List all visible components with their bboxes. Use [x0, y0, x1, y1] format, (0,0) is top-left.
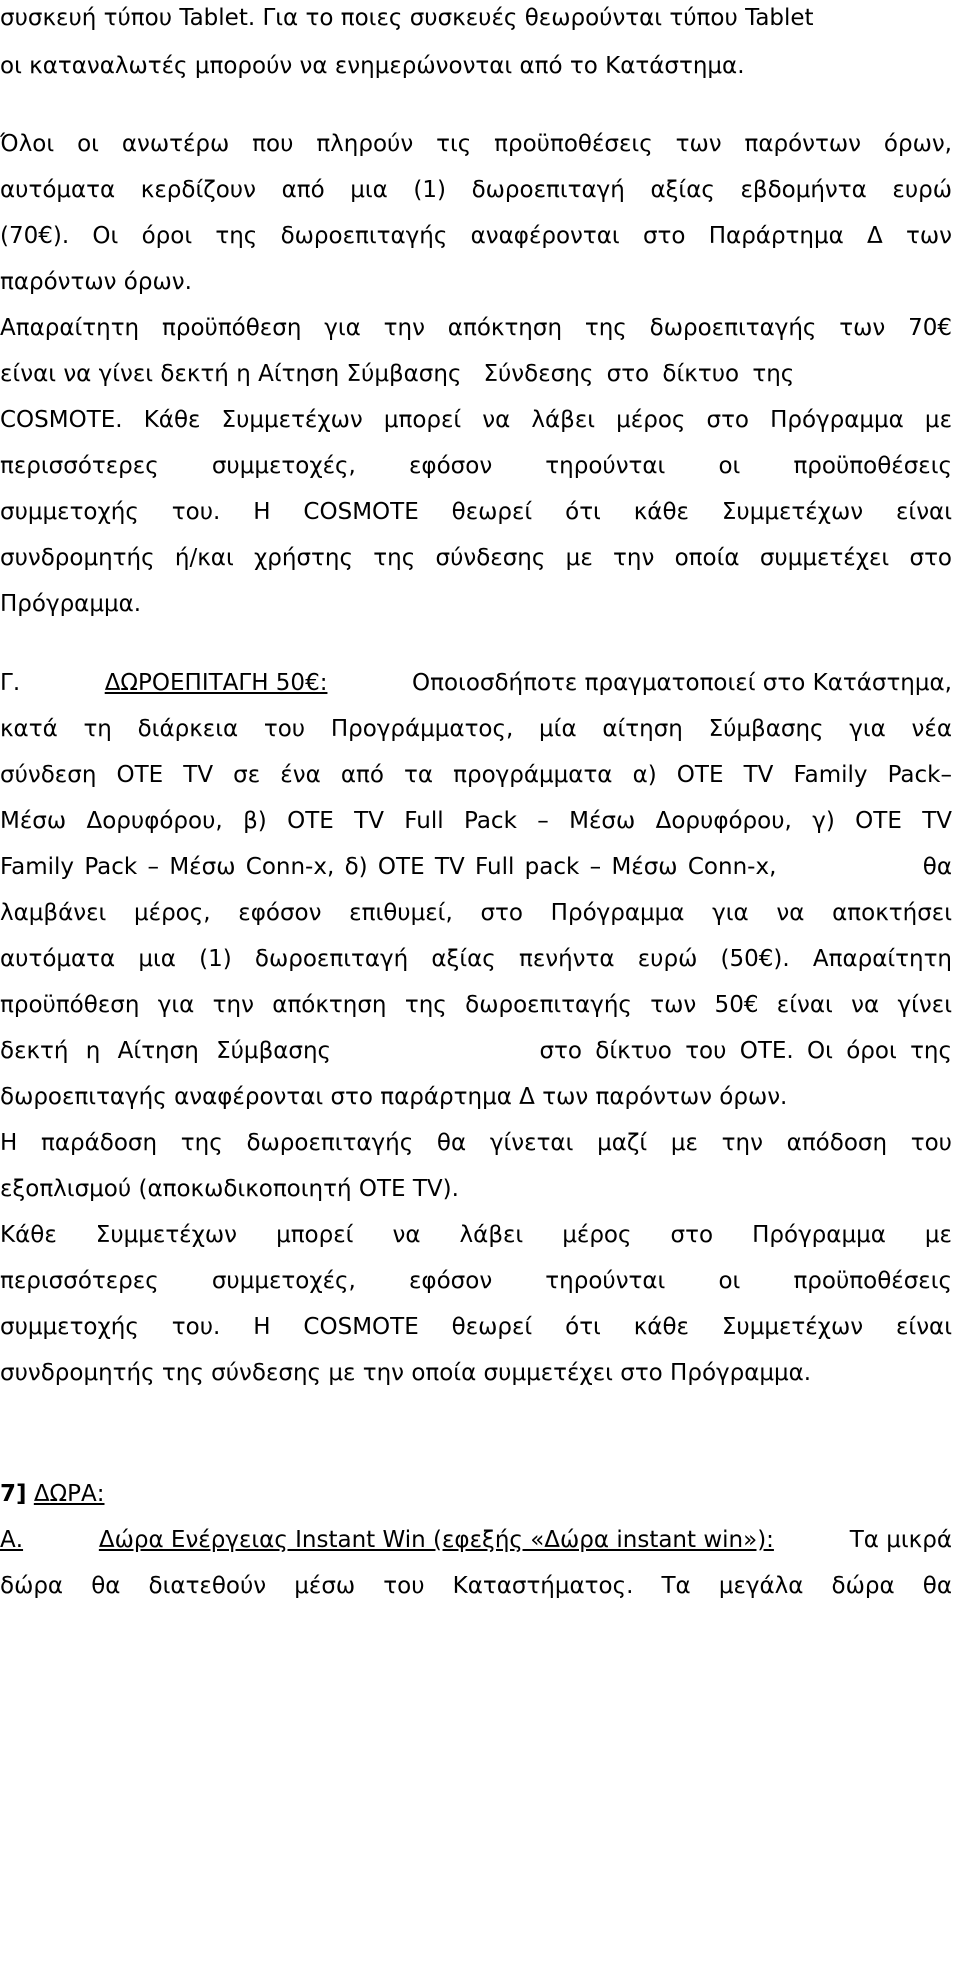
section-g-line-10: Η παράδοση της δωροεπιταγής θα γίνεται μαζί με την απόδοση του: [0, 1130, 952, 1156]
section-7-sub-heading: Δώρα Ενέργειας Instant Win (εφεξής «Δώρα instant win»):: [98, 1527, 774, 1553]
para-a-line-8: περισσότερες συμμετοχές, εφόσον τηρούνται οι προϋποθέσεις: [0, 453, 952, 479]
section-g-line-3: Μέσω Δορυφόρου, β) OTE TV Full Pack – Μέσω Δορυφόρου, γ) OTE TV: [0, 808, 952, 834]
section-g-label: Γ.: [0, 670, 21, 696]
para-a-line-1: Όλοι οι ανωτέρω που πληρούν τις προϋποθέσεις των παρόντων όρων,: [0, 131, 952, 157]
section-7-title: ΔΩΡΑ:: [33, 1481, 105, 1507]
section-g-line-7: προϋπόθεση για την απόκτηση της δωροεπιταγής των 50€ είναι να γίνει: [0, 992, 952, 1018]
para-a-line-4: παρόντων όρων.: [0, 269, 192, 295]
section-g-line-8-part-1: δεκτή η Αίτηση Σύμβασης: [0, 1038, 332, 1064]
section-g-line-2: σύνδεση OTE TV σε ένα από τα προγράμματα α) OTE TV Family Pack–: [0, 762, 952, 788]
para-a-line-10: συνδρομητής ή/και χρήστης της σύνδεσης με την οποία συμμετέχει στο: [0, 545, 952, 571]
section-g-line-12: Κάθε Συμμετέχων μπορεί να λάβει μέρος στο Πρόγραμμα με: [0, 1222, 952, 1248]
section-g-line-4: [0, 851, 952, 883]
para-a-line-6-part-2: Σύνδεσης στο δίκτυο της: [483, 361, 795, 387]
section-7-heading: [0, 1478, 952, 1510]
section-g-line-13: περισσότερες συμμετοχές, εφόσον τηρούνται οι προϋποθέσεις: [0, 1268, 952, 1294]
para-a-line-9: συμμετοχής του. Η COSMOTE θεωρεί ότι κάθε Συμμετέχων είναι: [0, 499, 952, 525]
section-g-line-4-part-1: Family Pack – Μέσω Conn-x, δ) OTE TV Full pack – Μέσω Conn-x,: [0, 854, 777, 880]
para-a-line-5: Απαραίτητη προϋπόθεση για την απόκτηση της δωροεπιταγής των 70€: [0, 315, 952, 341]
section-g-line-6: αυτόματα μια (1) δωροεπιταγή αξίας πενήντα ευρώ (50€). Απαραίτητη: [0, 946, 952, 972]
intro-line-1: συσκευή τύπου Tablet. Για το ποιες συσκευές θεωρούνται τύπου Tablet: [0, 5, 814, 31]
section-g-heading: ΔΩΡΟΕΠΙΤΑΓΗ 50€:: [104, 670, 328, 696]
section-g-line-5: λαμβάνει μέρος, εφόσον επιθυμεί, στο Πρόγραμμα για να αποκτήσει: [0, 900, 952, 926]
para-a-line-6-part-1: είναι να γίνει δεκτή η Αίτηση Σύμβασης: [0, 361, 462, 387]
section-g-first-line: [0, 667, 952, 699]
section-g-line-9: δωροεπιταγής αναφέρονται στο παράρτημα Δ των παρόντων όρων.: [0, 1084, 788, 1110]
para-a-line-2: αυτόματα κερδίζουν από μια (1) δωροεπιταγή αξίας εβδομήντα ευρώ: [0, 177, 952, 203]
para-a-line-7: COSMOTE. Κάθε Συμμετέχων μπορεί να λάβει μέρος στο Πρόγραμμα με: [0, 407, 952, 433]
section-7-sub-rest: Τα μικρά: [849, 1527, 952, 1553]
section-g-line-4-part-2: θα: [922, 854, 952, 880]
para-a-line-11: Πρόγραμμα.: [0, 591, 142, 617]
section-g-line-8-part-2: στο δίκτυο του ΟΤΕ. Οι όροι της: [539, 1038, 952, 1064]
section-g-first-line-rest: Οποιοσδήποτε πραγματοποιεί στο Κατάστημα,: [412, 670, 952, 696]
section-g-line-1: κατά τη διάρκεια του Προγράμματος, μία αίτηση Σύμβασης για νέα: [0, 716, 952, 742]
section-7-number: 7]: [0, 1481, 27, 1507]
para-a-line-6: [0, 358, 952, 390]
section-7-last-line: δώρα θα διατεθούν μέσω του Καταστήματος. Τα μεγάλα δώρα θα: [0, 1573, 952, 1599]
section-g-line-11: εξοπλισμού (αποκωδικοποιητή OTE TV).: [0, 1176, 459, 1202]
intro-line-2: οι καταναλωτές μπορούν να ενημερώνονται από το Κατάστημα.: [0, 53, 745, 79]
section-7-sub-line: [0, 1524, 952, 1556]
section-g-line-14: συμμετοχής του. Η COSMOTE θεωρεί ότι κάθε Συμμετέχων είναι: [0, 1314, 952, 1340]
section-g-line-8: [0, 1035, 952, 1067]
section-7-sub-label: Α.: [0, 1527, 24, 1553]
para-a-line-3: (70€). Οι όροι της δωροεπιταγής αναφέρονται στο Παράρτημα Δ των: [0, 223, 952, 249]
section-g-line-15: συνδρομητής της σύνδεσης με την οποία συμμετέχει στο Πρόγραμμα.: [0, 1360, 812, 1386]
